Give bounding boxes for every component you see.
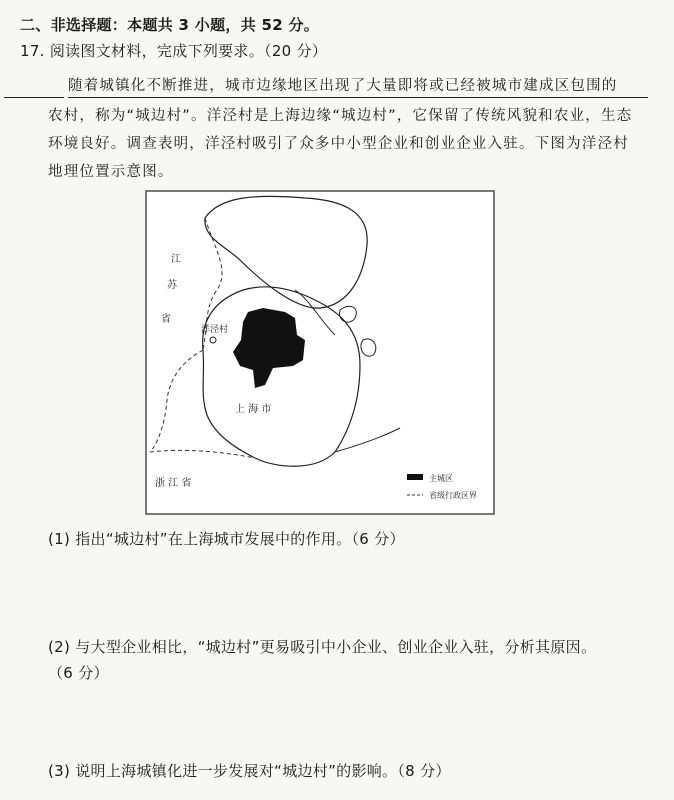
left-rule (4, 97, 64, 98)
legend-main-city-swatch (407, 474, 423, 480)
zhejiang-label: 浙 江 省 (155, 478, 192, 489)
map-frame (146, 191, 494, 514)
sub-question-2-cont: （6 分） (48, 664, 109, 682)
jiangsu-label-3: 省 (161, 314, 171, 325)
jiangsu-label-1: 江 (171, 254, 181, 265)
section-heading: 二、非选择题：本题共 3 小题，共 52 分。 (20, 16, 320, 34)
jiangsu-label-2: 苏 (167, 280, 177, 291)
sub-question-2: (2) 与大型企业相比，“城边村”更易吸引中小企业、创业企业入驻，分析其原因。 (48, 638, 597, 656)
question-intro: 17. 阅读图文材料，完成下列要求。（20 分） (20, 42, 328, 60)
material-line-4: 地理位置示意图。 (48, 164, 174, 180)
legend-boundary-label: 省级行政区界 (429, 491, 477, 500)
legend-main-city-label: 主城区 (429, 474, 453, 483)
material-underline (68, 97, 648, 98)
village-label: 洋泾村 (201, 325, 229, 335)
sub-question-1: (1) 指出“城边村”在上海城市发展中的作用。（6 分） (48, 530, 405, 548)
yangjing-location-map (145, 190, 495, 515)
sub-question-3: (3) 说明上海城镇化进一步发展对“城边村”的影响。（8 分） (48, 762, 451, 780)
shanghai-label: 上 海 市 (235, 404, 272, 415)
material-line-1: 随着城镇化不断推进，城市边缘地区出现了大量即将或已经被城市建成区包围的 (68, 78, 618, 94)
material-line-3: 环境良好。调查表明，洋泾村吸引了众多中小型企业和创业企业入驻。下图为洋泾村 (48, 136, 629, 152)
material-line-2: 农村，称为“城边村”。洋泾村是上海边缘“城边村”，它保留了传统风貌和农业，生态 (48, 108, 633, 124)
